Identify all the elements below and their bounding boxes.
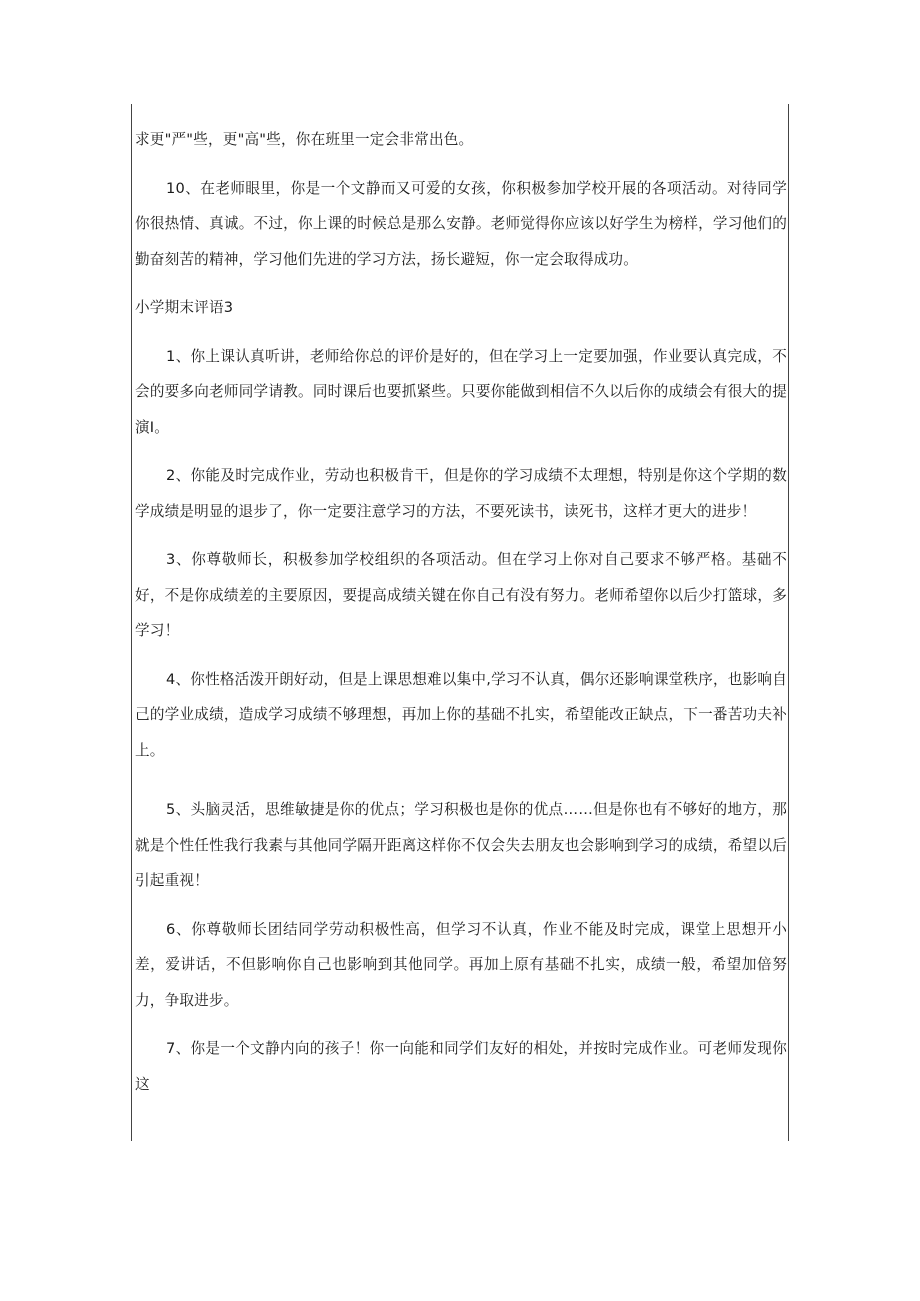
- paragraph-item-4: 4、你性格活泼开朗好动，但是上课思想难以集中,学习不认真，偶尔还影响课堂秩序，也影响自己的学业成绩，造成学习成绩不够理想，再加上你的基础不扎实，希望能改正缺点，下一番苦功夫补上。: [135, 670, 787, 759]
- left-margin-rule: [131, 104, 132, 1141]
- paragraph-item-2: 2、你能及时完成作业，劳动也积极肯干，但是你的学习成绩不太理想，特别是你这个学期的数学成绩是明显的退步了，你一定要注意学习的方法，不要死读书，读死书，这样才更大的进步！: [135, 467, 787, 520]
- paragraph-item-3: 3、你尊敬师长，积极参加学校组织的各项活动。但在学习上你对自己要求不够严格。基础不好，不是你成绩差的主要原因，要提高成绩关键在你自己有没有努力。老师希望你以后少打篮球，多学习！: [135, 551, 787, 639]
- paragraph-item-10: 10、在老师眼里，你是一个文静而又可爱的女孩，你积极参加学校开展的各项活动。对待同学你很热情、真诚。不过，你上课的时候总是那么安静。老师觉得你应该以好学生为榜样，学习他们的勤奋刻苦的精神，学习他们先进的学习方法，扬长避短，你一定会取得成功。: [135, 179, 787, 268]
- paragraph-item-1: 1、你上课认真听讲，老师给你总的评价是好的，但在学习上一定要加强，作业要认真完成，不会的要多向老师同学请教。同时课后也要抓紧些。只要你能做到相信不久以后你的成绩会有很大的提演I。: [135, 347, 787, 436]
- paragraph-continuation: 求更"严"些，更"高"些，你在班里一定会非常出色。: [135, 131, 474, 148]
- document-body: [135, 122, 787, 1102]
- paragraph-item-7: 7、你是一个文静内向的孩子！你一向能和同学们友好的相处，并按时完成作业。可老师发现你这: [135, 1040, 787, 1093]
- paragraph-item-6: 6、你尊敬师长团结同学劳动积极性高，但学习不认真，作业不能及时完成，课堂上思想开小差，爱讲话，不但影响你自己也影响到其他同学。再加上原有基础不扎实，成绩一般，希望加倍努力，争取进步。: [135, 920, 787, 1009]
- paragraph-item-5: 5、头脑灵活，思维敏捷是你的优点；学习积极也是你的优点……但是你也有不够好的地方，那就是个性任性我行我素与其他同学隔开距离这样你不仅会失去朋友也会影响到学习的成绩，希望以后引起重视！: [135, 801, 787, 889]
- section-heading: 小学期末评语3: [135, 299, 234, 316]
- right-margin-rule: [788, 104, 789, 1141]
